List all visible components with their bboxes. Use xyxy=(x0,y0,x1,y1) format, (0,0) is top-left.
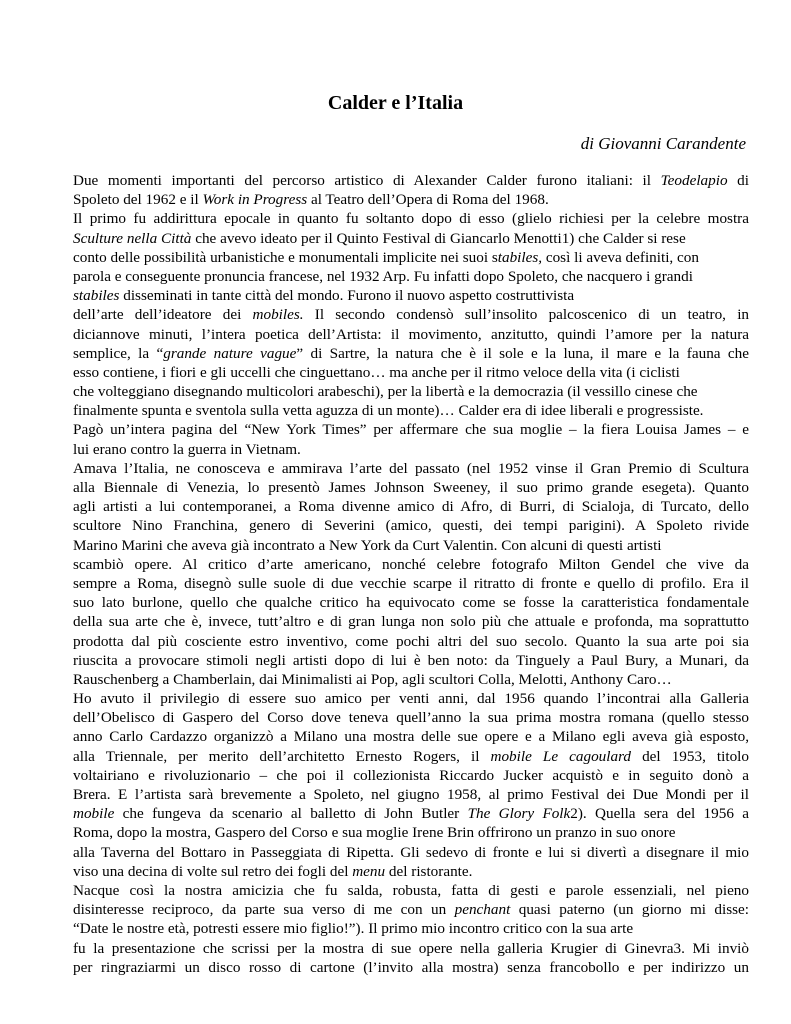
text-segment: dell’Obelisco di Gaspero del Corso dove teneva quell’anno la sua prima mostra romana (quello stesso xyxy=(73,709,749,727)
text-line xyxy=(73,459,749,478)
italic-text: tabiles, xyxy=(497,248,543,266)
text-line xyxy=(73,420,749,439)
text-line xyxy=(73,843,749,862)
text-line xyxy=(73,823,749,842)
italic-text: Teodelapio xyxy=(660,172,728,189)
text-segment: scambiò opere. Al critico d’arte americano, nonché celebre fotografo Milton Gendel che vive da xyxy=(73,555,749,573)
text-line xyxy=(73,881,749,900)
text-segment: Due momenti importanti del percorso artistico di Alexander Calder furono italiani: il xyxy=(73,172,661,189)
text-segment: Roma, dopo la mostra, Gaspero del Corso e sua moglie Irene Brin offrirono un pranzo in suo onore xyxy=(73,824,676,842)
text-segment: diciannove minuti, l’intera poetica dell’Artista: il movimento, anzitutto, quindi l’amore per la natura xyxy=(73,325,749,343)
text-line xyxy=(73,305,749,324)
text-line xyxy=(73,171,749,190)
text-line xyxy=(73,727,749,746)
text-segment: ” di Sartre, la natura che è il sole e la luna, il mare e la fauna che xyxy=(296,344,749,362)
text-segment: alla Triennale, per merito dell’architetto Ernesto Rogers, il xyxy=(73,747,491,765)
text-segment: quasi paterno (un giorno mi disse: xyxy=(510,901,750,919)
text-line xyxy=(73,747,749,766)
text-segment: fu la presentazione che scrissi per la mostra di sue opere nella galleria Krugier di Ginevra3. Mi inviò xyxy=(73,939,749,957)
text-segment: disseminati in tante città del mondo. Furono il nuovo aspetto costruttivista xyxy=(119,287,575,305)
text-segment: semplice, la “ xyxy=(73,344,164,362)
text-segment: conto delle possibilità urbanistiche e monumentali implicite nei suoi s xyxy=(73,248,498,266)
text-segment: lui erano contro la guerra in Vietnam. xyxy=(73,440,301,458)
text-line xyxy=(73,651,749,670)
text-segment: anno Carlo Cardazzo organizzò a Milano una mostra delle sue opere e a Milano egli aveva già esposto, xyxy=(73,728,749,746)
text-segment: riuscita a provocare stimoli negli artisti dopo di lui è ben noto: da Tinguely a Paul Bury, a Munari, da xyxy=(73,651,749,669)
text-line xyxy=(73,363,749,382)
author-byline: di Giovanni Carandente xyxy=(580,134,746,153)
text-segment: di xyxy=(727,172,749,189)
text-segment: così li aveva definiti, con xyxy=(542,248,699,266)
text-line xyxy=(73,229,749,248)
article-body xyxy=(73,171,749,977)
text-line xyxy=(73,401,749,420)
text-segment: Rauschenberg a Chamberlain, dai Minimalisti ai Pop, agli scultori Colla, Melotti, Anthony Caro… xyxy=(73,670,672,688)
text-segment: del ristorante. xyxy=(385,862,473,880)
text-line xyxy=(73,190,749,209)
text-segment: della sua arte che è, invece, tutt’altro e di gran lunga non solo più che attuale e profonda, ma soprattutto xyxy=(73,613,749,631)
text-segment: Marino Marini che aveva già incontrato a New York da Curt Valentin. Con alcuni di questi artisti xyxy=(73,536,662,554)
italic-text: The Glory Folk xyxy=(467,805,571,823)
text-line xyxy=(73,536,749,555)
italic-text: menu xyxy=(352,862,386,880)
text-line xyxy=(73,325,749,344)
text-line xyxy=(73,516,749,535)
text-segment: del 1953, titolo xyxy=(631,747,749,765)
text-segment: Brera. E l’artista sarà brevemente a Spoleto, nel giugno 1958, al primo Festival dei Due Mondi per il xyxy=(73,786,749,803)
text-line xyxy=(73,382,749,401)
text-line xyxy=(73,632,749,651)
text-line xyxy=(73,286,749,305)
text-segment: parola e conseguente pronuncia francese, nel 1932 Arp. Fu infatti dopo Spoleto, che nacquero i grandi xyxy=(73,267,693,285)
text-segment: disinteresse reciproco, da parte sua verso di me con un xyxy=(73,901,455,919)
italic-text: mobile xyxy=(73,805,115,823)
text-segment: che volteggiano disegnando multicolori arabeschi), per la libertà e la democrazia (il vessillo cinese che xyxy=(73,383,698,401)
text-line xyxy=(73,939,749,958)
text-line xyxy=(73,900,749,919)
italic-text: stabiles xyxy=(73,287,120,305)
text-line xyxy=(73,248,749,267)
text-line xyxy=(73,689,749,708)
text-line xyxy=(73,593,749,612)
text-segment: alla Biennale di Venezia, lo presentò James Johnson Sweeney, il suo primo grande esegeta). Quanto xyxy=(73,479,749,496)
text-line xyxy=(73,708,749,727)
text-segment: Il secondo condensò sull’insolito palcoscenico di un teatro, in xyxy=(303,306,750,324)
text-segment: Il primo fu addirittura epocale in quanto fu soltanto dopo di esso (glielo richiesi per la celebre mostra xyxy=(73,210,749,228)
italic-text: Sculture nella Città xyxy=(73,229,192,247)
text-line xyxy=(73,862,749,881)
text-line xyxy=(73,497,749,516)
text-segment: viso una decina di volte sul retro dei fogli del xyxy=(73,862,353,880)
text-line xyxy=(73,574,749,593)
page-title: Calder e l’Italia xyxy=(327,92,464,114)
text-segment: Amava l’Italia, ne conosceva e ammirava l’arte del passato (nel 1952 vinse il Gran Premio di Scultura xyxy=(73,459,749,477)
text-line xyxy=(73,785,749,804)
text-segment: Nacque così la nostra amicizia che fu salda, robusta, fatta di gesti e parole essenziali, nel pieno xyxy=(73,881,749,899)
text-segment: sempre a Roma, disegnò sulle suole di due vecchie scarpe il ritratto di fronte e quello di profilo. Era il xyxy=(73,574,749,592)
text-segment: che fungeva da scenario al balletto di John Butler xyxy=(114,805,468,823)
text-segment: esso contiene, i fiori e gli uccelli che cinguettano… ma anche per il ritmo veloce della vita (i ciclisti xyxy=(73,363,680,381)
text-line xyxy=(73,209,749,228)
italic-text: Work in Progress xyxy=(202,191,308,209)
text-segment: 2). Quella sera del 1956 a xyxy=(570,805,749,823)
text-segment: voltairiano e rivoluzionario – che poi il collezionista Riccardo Jucker acquistò e in seguito donò a xyxy=(73,766,749,784)
text-line xyxy=(73,440,749,459)
text-segment: scultore Nino Franchina, genero di Severini (amico, questi, dei tempi parigini). A Spoleto rivide xyxy=(73,517,749,535)
text-segment: agli artisti a lui contemporanei, a Roma divenne amico di Afro, di Burri, di Scialoja, di Turcato, dello xyxy=(73,498,749,516)
text-segment: che avevo ideato per il Quinto Festival di Giancarlo Menotti1) che Calder si rese xyxy=(191,229,686,247)
text-line xyxy=(73,267,749,286)
text-line xyxy=(73,958,749,977)
text-line xyxy=(73,555,749,574)
text-segment: “Date le nostre età, potresti essere mio figlio!”). Il primo mio incontro critico con la sua arte xyxy=(73,920,634,938)
text-segment: prodotta dal più cosciente estro inventivo, come pochi altri del suo secolo. Quanto la sua arte poi sia xyxy=(73,632,749,650)
text-segment: alla Taverna del Bottaro in Passeggiata di Ripetta. Gli sedevo di fronte e lui si divertì a disegnare il mio xyxy=(73,843,749,861)
text-segment: per ringraziarmi un disco rosso di cartone (l’invito alla mostra) senza francobollo e per indirizzo un xyxy=(73,958,749,976)
text-segment: dell’arte dell’ideatore dei xyxy=(73,306,253,324)
italic-text: grande nature vague xyxy=(163,344,297,362)
text-segment: Ho avuto il privilegio di essere suo amico per venti anni, dal 1956 quando l’incontrai alla Galleria xyxy=(73,690,749,708)
text-line xyxy=(73,670,749,689)
text-line xyxy=(73,766,749,785)
text-segment: Pagò un’intera pagina del “New York Times” per affermare che sua moglie – la fiera Louisa James – e xyxy=(73,421,749,439)
italic-text: mobiles. xyxy=(252,306,304,324)
text-segment: finalmente spunta e sventola sulla vetta aguzza di un monte)… Calder era di idee liberali e progressiste. xyxy=(73,402,704,420)
text-line xyxy=(73,478,749,497)
text-line xyxy=(73,344,749,363)
italic-text: penchant xyxy=(454,901,511,919)
italic-text: mobile Le cagoulard xyxy=(490,747,632,765)
text-segment: suo lato burlone, quello che qualche critico ha equivocato come se fosse la caratteristica fondamentale xyxy=(73,594,749,612)
text-line xyxy=(73,804,749,823)
text-segment: Spoleto del 1962 e il xyxy=(73,191,203,209)
text-segment: al Teatro dell’Opera di Roma del 1968. xyxy=(307,191,549,209)
text-line xyxy=(73,919,749,938)
text-line xyxy=(73,612,749,631)
